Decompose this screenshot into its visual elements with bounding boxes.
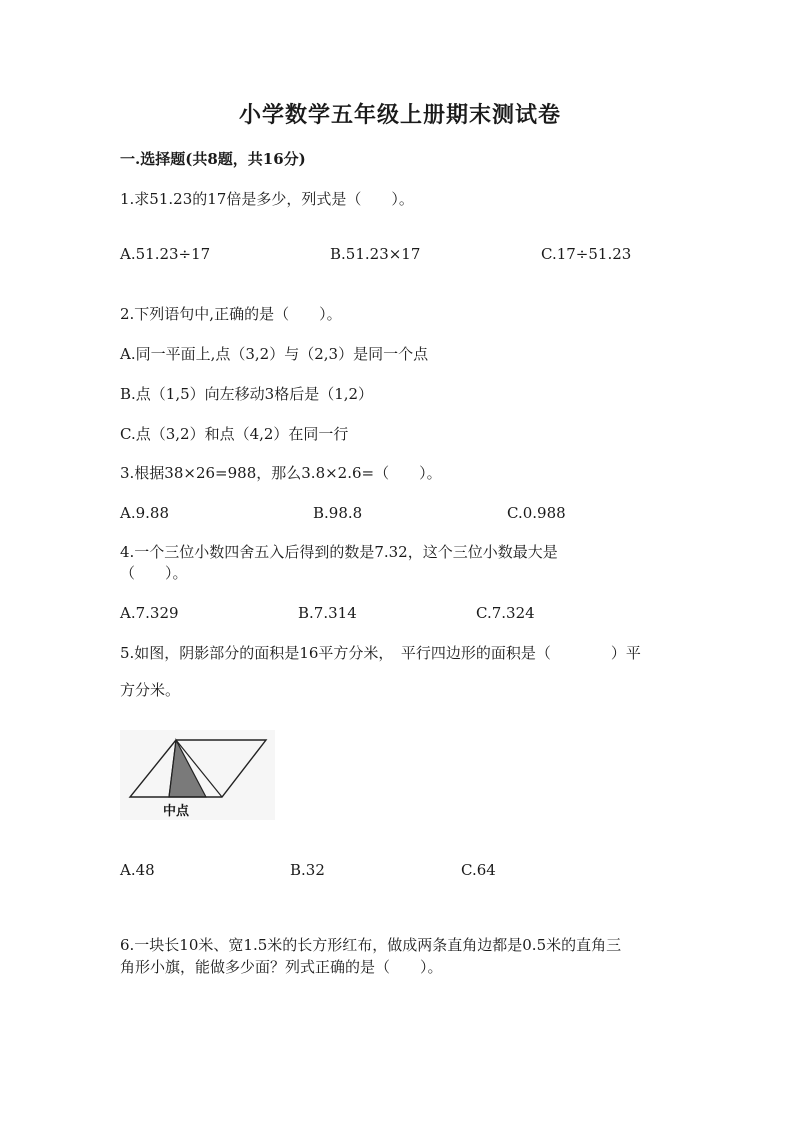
question-4-option-b: B.7.314 [298,604,357,622]
question-5-option-c: C.64 [461,861,496,879]
question-5-option-a: A.48 [120,861,155,879]
question-2-stem: 2.下列语句中,正确的是（ ）。 [120,305,342,323]
question-5-option-b: B.32 [290,861,325,879]
question-1-option-b: B.51.23×17 [330,245,421,263]
question-4-option-a: A.7.329 [120,604,179,622]
parallelogram-diagram [120,730,275,820]
question-4-stem-line-2: （ ）。 [120,564,188,582]
question-2-option-a: A.同一平面上,点（3,2）与（2,3）是同一个点 [120,345,429,363]
parallelogram-figure [120,730,275,820]
question-6-stem-line-2: 角形小旗，能做多少面？列式正确的是（ ）。 [120,958,443,976]
question-1-option-a: A.51.23÷17 [120,245,211,263]
section-heading: 一.选择题(共8题，共16分) [120,150,306,168]
question-1-stem: 1.求51.23的17倍是多少，列式是（ ）。 [120,190,414,208]
question-1-option-c: C.17÷51.23 [541,245,632,263]
page-title: 小学数学五年级上册期末测试卷 [238,102,561,128]
question-5-stem-line-2: 方分米。 [120,681,181,699]
question-3-option-a: A.9.88 [120,504,169,522]
question-5-stem-line-1: 5.如图，阴影部分的面积是16平方分米， 平行四边形的面积是（ ）平 [120,644,641,662]
question-2-option-b: B.点（1,5）向左移动3格后是（1,2） [120,385,374,403]
question-6-stem-line-1: 6.一块长10米、宽1.5米的长方形红布，做成两条直角边都是0.5米的直角三 [120,936,622,954]
question-3-stem: 3.根据38×26=988，那么3.8×2.6=（ ）。 [120,464,442,482]
question-3-option-b: B.98.8 [313,504,363,522]
question-4-option-c: C.7.324 [476,604,535,622]
midpoint-label: 中点 [163,803,190,818]
question-3-option-c: C.0.988 [507,504,566,522]
question-2-option-c: C.点（3,2）和点（4,2）在同一行 [120,425,349,443]
question-4-stem-line-1: 4.一个三位小数四舍五入后得到的数是7.32，这个三位小数最大是 [120,543,558,561]
